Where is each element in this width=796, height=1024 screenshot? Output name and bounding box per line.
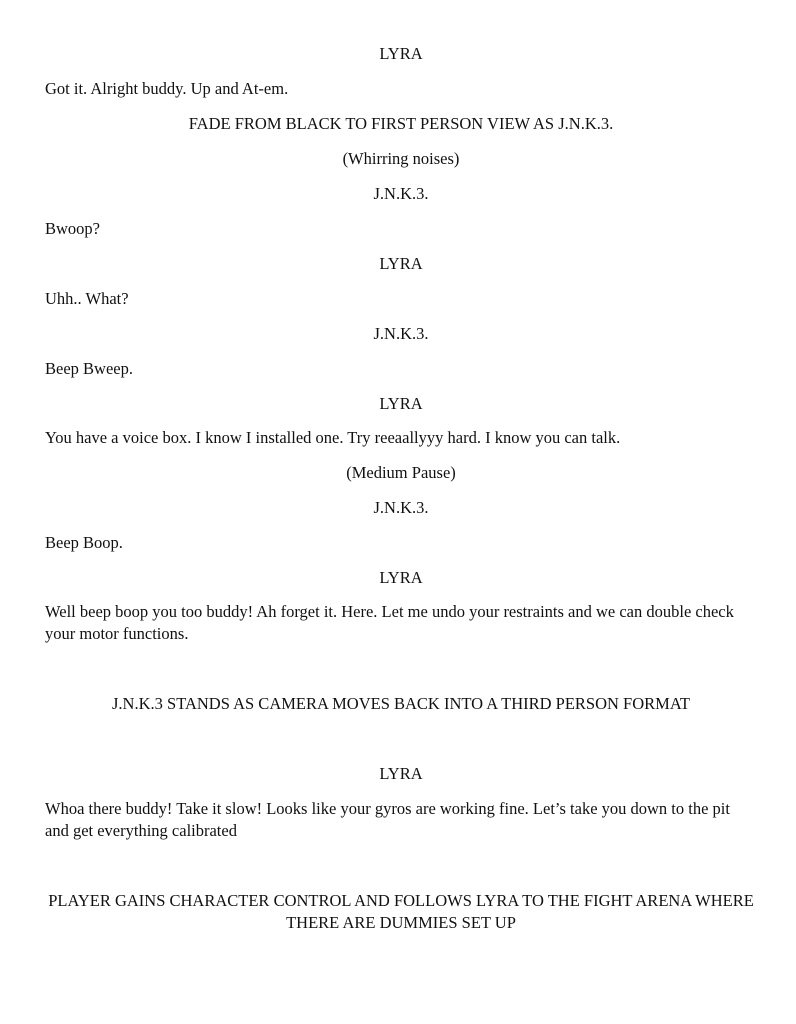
dialogue-line: Got it. Alright buddy. Up and At-em. (45, 79, 289, 98)
character-name-lyra: LYRA (379, 764, 423, 783)
screenplay-page (45, 0, 757, 1024)
character-name-lyra: LYRA (379, 44, 423, 63)
dialogue-line: Well beep boop you too buddy! Ah forget it. Here. Let me undo your restraints and we can double check your motor functions. (45, 602, 734, 643)
character-name-jnk3: J.N.K.3. (373, 324, 429, 343)
parenthetical: (Whirring noises) (342, 149, 460, 168)
character-name-jnk3: J.N.K.3. (373, 498, 429, 517)
character-name-lyra: LYRA (379, 254, 423, 273)
dialogue-line: Whoa there buddy! Take it slow! Looks like your gyros are working fine. Let’s take you down to the pit and get everything calibrated (45, 799, 730, 840)
scene-direction: J.N.K.3 STANDS AS CAMERA MOVES BACK INTO A THIRD PERSON FORMAT (112, 694, 690, 713)
dialogue-line: Beep Bweep. (45, 359, 133, 378)
dialogue-line: Uhh.. What? (45, 289, 129, 308)
dialogue-line: Bwoop? (45, 219, 100, 238)
scene-direction: FADE FROM BLACK TO FIRST PERSON VIEW AS J.N.K.3. (188, 114, 614, 133)
character-name-lyra: LYRA (379, 394, 423, 413)
dialogue-line: Beep Boop. (45, 533, 123, 552)
character-name-lyra: LYRA (379, 568, 423, 587)
parenthetical: (Medium Pause) (346, 463, 456, 482)
character-name-jnk3: J.N.K.3. (373, 184, 429, 203)
scene-direction: PLAYER GAINS CHARACTER CONTROL AND FOLLOWS LYRA TO THE FIGHT ARENA WHERE THERE ARE DUMMIES SET UP (48, 891, 754, 932)
dialogue-line: You have a voice box. I know I installed one. Try reeaallyyy hard. I know you can talk. (45, 428, 621, 447)
